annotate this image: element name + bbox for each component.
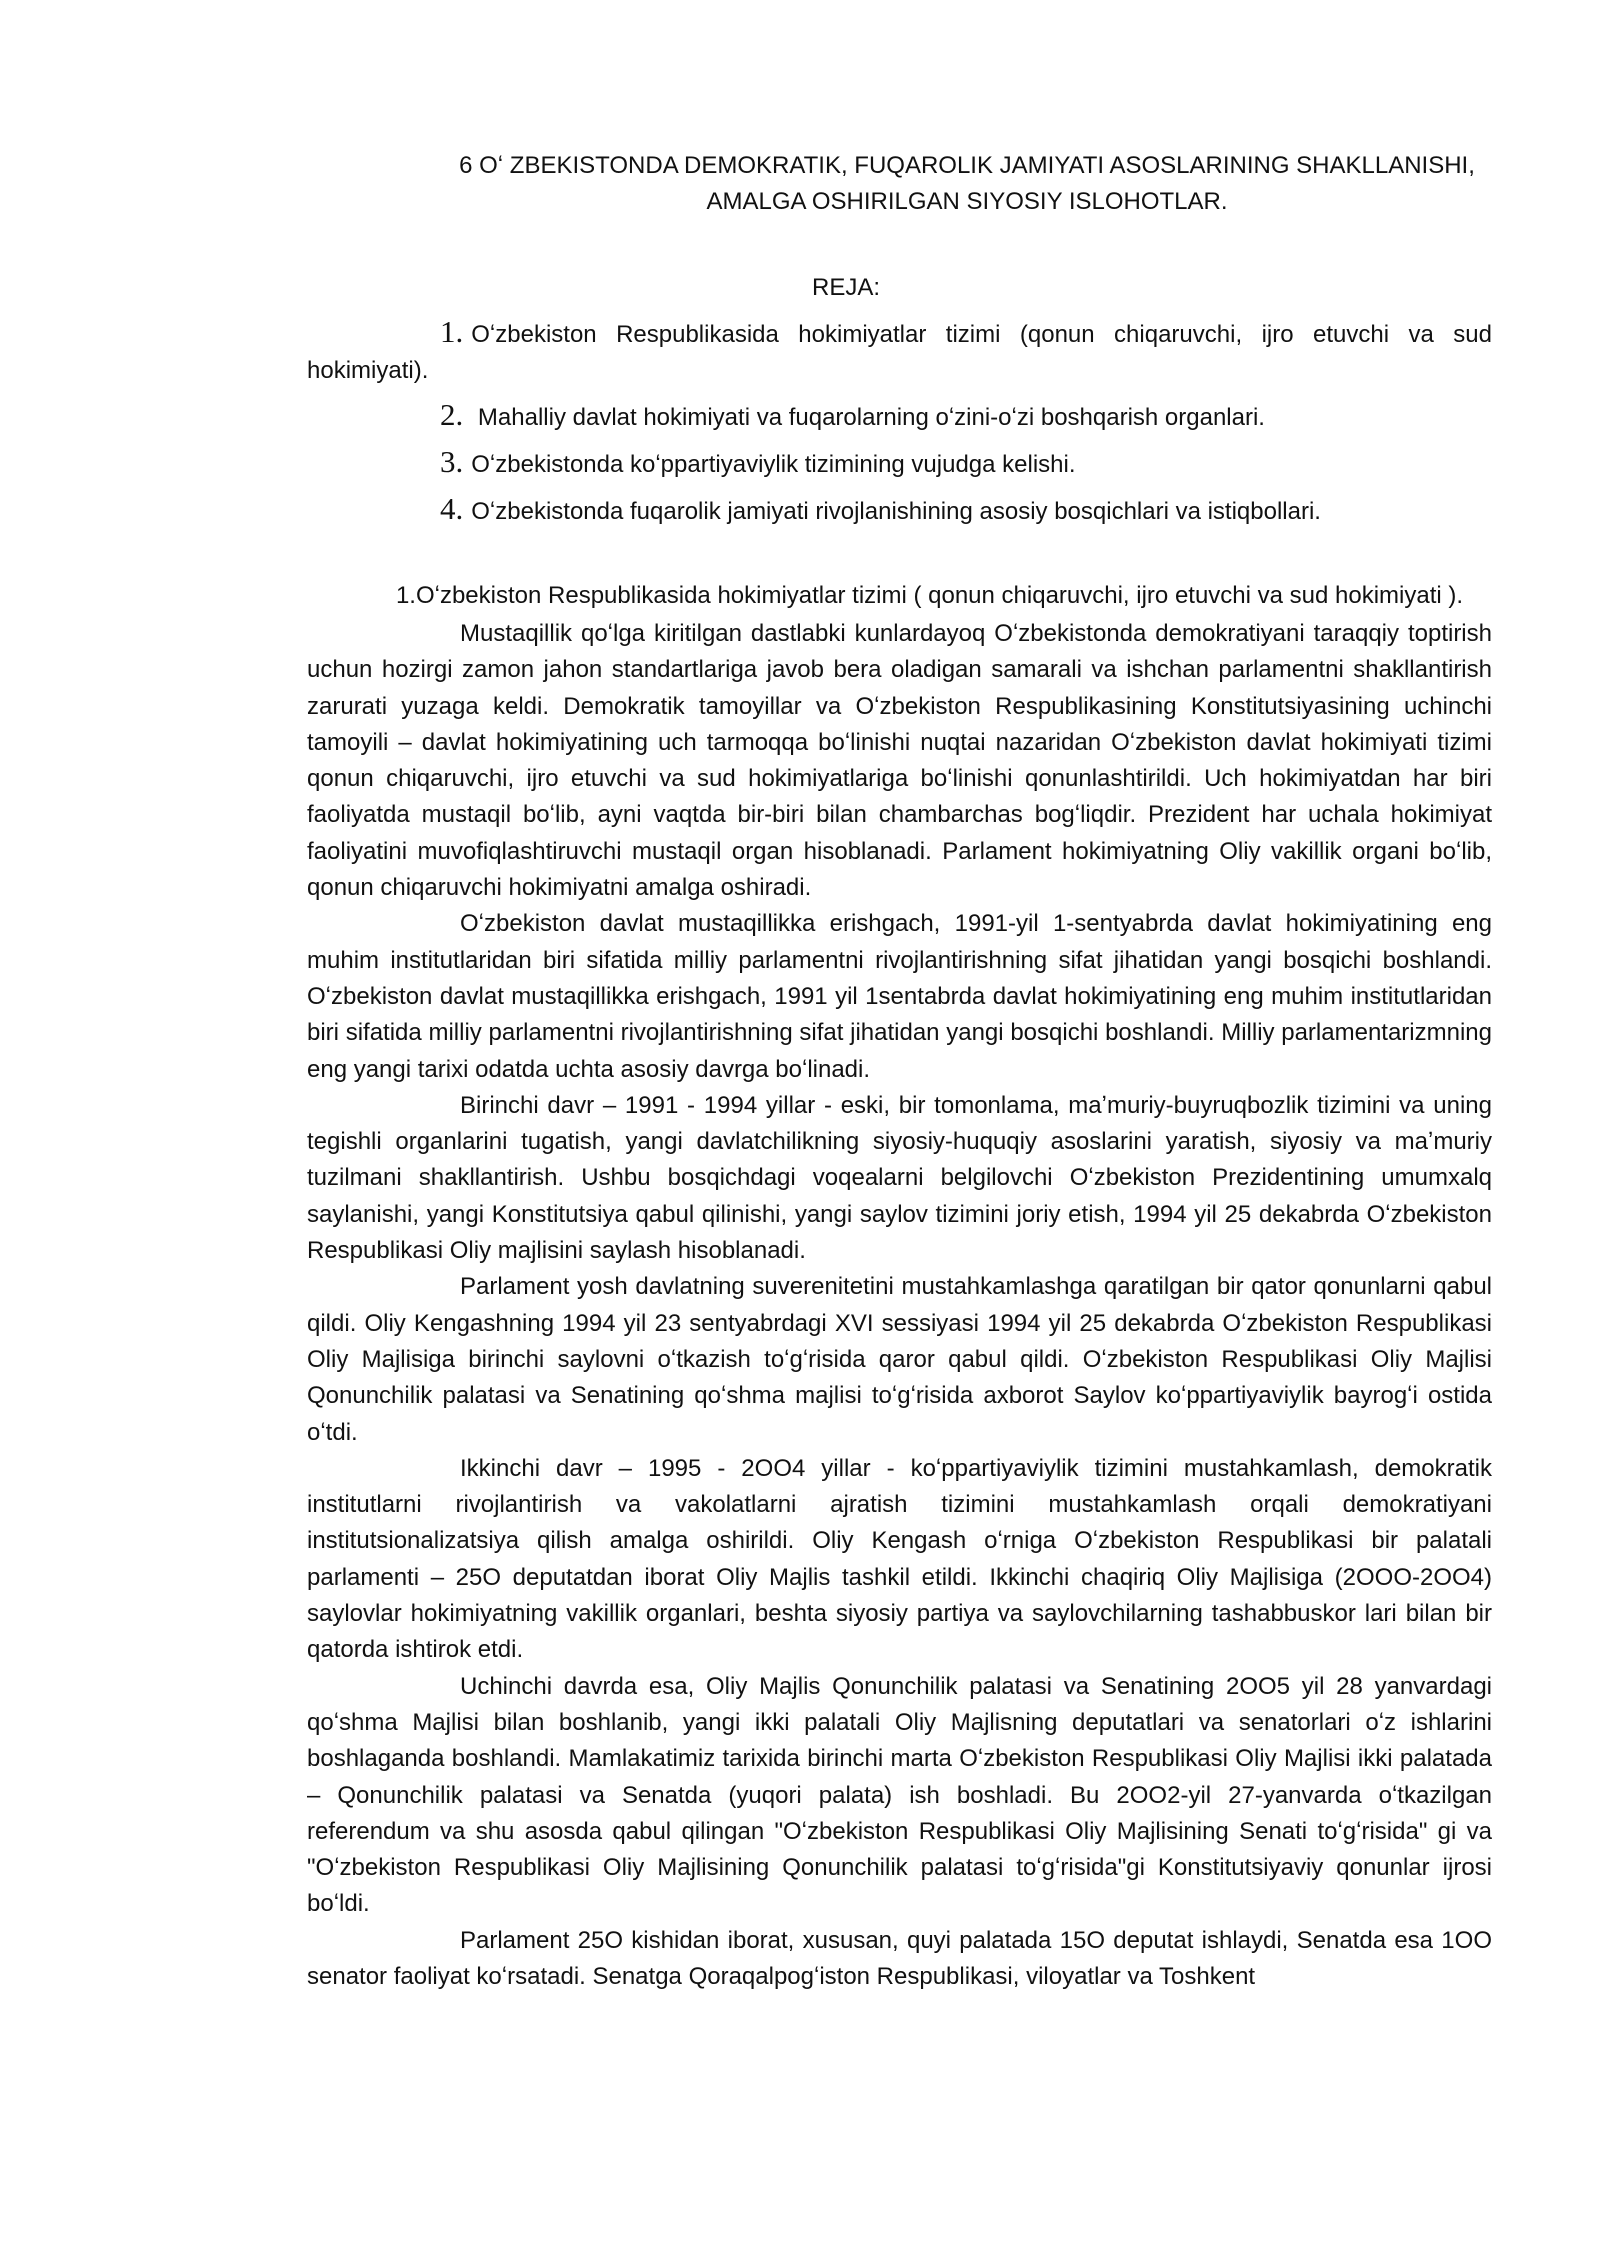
plan-item-number: 1.: [440, 314, 464, 349]
plan-item-text: Oʻzbekistonda koʻppartiyaviylik tizimining vujudga kelishi.: [471, 451, 1076, 478]
plan-item-number: 4.: [440, 491, 464, 526]
paragraph: Mustaqillik qoʻlga kiritilgan dastlabki kunlardayoq Oʻzbekistonda demokratiyani taraqqiy toptirish uchun hozirgi zamon jahon standartlariga javob bera oladigan samarali va ishchan parlamentni shakllantirish zarurati yuzaga keldi. Demokratik tamoyillar va Oʻzbekiston Respublikasining Konstitutsiyasining uchinchi tamoyili – davlat hokimiyatining uch tarmoqqa boʻlinishi nuqtai nazaridan Oʻzbekiston davlat hokimiyati tizimi qonun chiqaruvchi, ijro etuvchi va sud hokimiyatlariga boʻlinishi qonunlashtirildi. Uch hokimiyatdan har biri faoliyatda mustaqil boʻlib, ayni vaqtda bir-biri bilan chambarchas bogʻliqdir. Prezident har uchala hokimiyat faoliyatini muvofiqlashtiruvchi mustaqil organ hisoblanadi. Parlament hokimiyatning Oliy vakillik organi boʻlib, qonun chiqaruvchi hokimiyatni amalga oshiradi.: [307, 620, 1492, 902]
plan-item-number: 2.: [440, 397, 464, 432]
document-content: [307, 148, 1492, 1995]
plan-item: [307, 397, 1492, 436]
plan-item-number: 3.: [440, 444, 464, 479]
plan-item: [307, 491, 1492, 530]
document-title-line-1: 6 Oʻ ZBEKISTONDA DEMOKRATIK, FUQAROLIK JAMIYATI ASOSLARINING SHAKLLANISHI,: [459, 152, 1475, 179]
plan-item-text: Oʻzbekiston Respublikasida hokimiyatlar tizimi (qonun chiqaruvchi, ijro etuvchi va sud hokimiyati).: [307, 321, 1492, 384]
plan-item-text: Mahalliy davlat hokimiyati va fuqarolarning oʻzini-oʻzi boshqarish organlari.: [471, 404, 1265, 431]
paragraph: Ikkinchi davr – 1995 - 2OO4 yillar - koʻppartiyaviylik tizimini mustahkamlash, demokratik institutlarni rivojlantirish va vakolatlarni ajratish tizimini mustahkamlash orqali demokratiyani institutsionalizatsiya qilish amalga oshirildi. Oliy Kengash oʻrniga Oʻzbekiston Respublikasi bir palatali parlamenti – 25O deputatdan iborat Oliy Majlis tashkil etildi. Ikkinchi chaqiriq Oliy Majlisiga (2OOO-2OO4) saylovlar hokimiyatning vakillik organlari, beshta siyosiy partiya va saylovchilarning tashabbuskor lari bilan bir qatorda ishtirok etdi.: [307, 1454, 1492, 1664]
paragraph: Parlament 25O kishidan iborat, xususan, quyi palatada 15O deputat ishlaydi, Senatda esa 1OO senator faoliyat koʻrsatadi. Senatga Qoraqalpogʻiston Respublikasi, viloyatlar va Toshkent: [307, 1926, 1492, 1990]
body-text: [307, 616, 1492, 1995]
plan-heading: REJA:: [812, 274, 881, 301]
paragraph: Oʻzbekiston davlat mustaqillikka erishgach, 1991-yil 1-sentyabrda davlat hokimiyatining eng muhim institutlaridan biri sifatida milliy parlamentni rivojlantirishning sifat jihatidan yangi bosqichi boshlandi. Oʻzbekiston davlat mustaqillikka erishgach, 1991 yil 1sentabrda davlat hokimiyatining eng muhim institutlaridan biri sifatida milliy parlamentni rivojlantirishning sifat jihatidan yangi bosqichi boshlandi. Milliy parlamentarizmning eng yangi tarixi odatda uchta asosiy davrga boʻlinadi.: [307, 910, 1492, 1083]
plan-item-text: Oʻzbekistonda fuqarolik jamiyati rivojlanishining asosiy bosqichlari va istiqbollari.: [471, 498, 1321, 525]
paragraph: Uchinchi davrda esa, Oliy Majlis Qonunchilik palatasi va Senatining 2OO5 yil 28 yanvardagi qoʻshma Majlisi bilan boshlanib, yangi ikki palatali Oliy Majlisning deputatlari va senatorlari oʻz ishlarini boshlaganda boshlandi. Mamlakatimiz tarixida birinchi marta Oʻzbekiston Respublikasi Oliy Majlisi ikki palatada – Qonunchilik palatasi va Senatda (yuqori palata) ish boshladi. Bu 2OO2-yil 27-yanvarda oʻtkazilgan referendum va shu asosda qabul qilingan "Oʻzbekiston Respublikasi Oliy Majlisining Senati toʻgʻrisida" gi va "Oʻzbekiston Respublikasi Oliy Majlisining Qonunchilik palatasi toʻgʻrisida"gi Konstitutsiyaviy qonunlar ijrosi boʻldi.: [307, 1672, 1492, 1918]
plan-item: [307, 314, 1492, 389]
document-title-line-2: AMALGA OSHIRILGAN SIYOSIY ISLOHOTLAR.: [706, 188, 1228, 215]
paragraph: Parlament yosh davlatning suverenitetini mustahkamlashga qaratilgan bir qator qonunlarni qabul qildi. Oliy Kengashning 1994 yil 23 sentyabrdagi XVI sessiyasi 1994 yil 25 dekabrda Oʻzbekiston Respublikasi Oliy Majlisiga birinchi saylovni oʻtkazish toʻgʻrisida qaror qabul qildi. Oʻzbekiston Respublikasi Oliy Majlisi Qonunchilik palatasi va Senatining qoʻshma majlisi toʻgʻrisida axborot Saylov koʻppartiyaviylik bayrogʻi ostida oʻtdi.: [307, 1273, 1492, 1446]
section-title: 1.Oʻzbekiston Respublikasida hokimiyatlar tizimi ( qonun chiqaruvchi, ijro etuvchi va sud hokimiyati ).: [395, 582, 1464, 609]
plan-item: [307, 444, 1492, 483]
plan-list: [307, 314, 1492, 530]
paragraph: Birinchi davr – 1991 - 1994 yillar - eski, bir tomonlama, maʼmuriy-buyruqbozlik tizimini va uning tegishli organlarini tugatish, yangi davlatchilikning siyosiy-huquqiy asoslarini yaratish, siyosiy va maʼmuriy tuzilmani shakllantirish. Ushbu bosqichdagi voqealarni belgilovchi Oʻzbekiston Prezidentining umumxalq saylanishi, yangi Konstitutsiya qabul qilinishi, yangi saylov tizimini joriy etish, 1994 yil 25 dekabrda Oʻzbekiston Respublikasi Oliy majlisini saylash hisoblanadi.: [307, 1091, 1492, 1265]
document-title: [307, 148, 1492, 220]
